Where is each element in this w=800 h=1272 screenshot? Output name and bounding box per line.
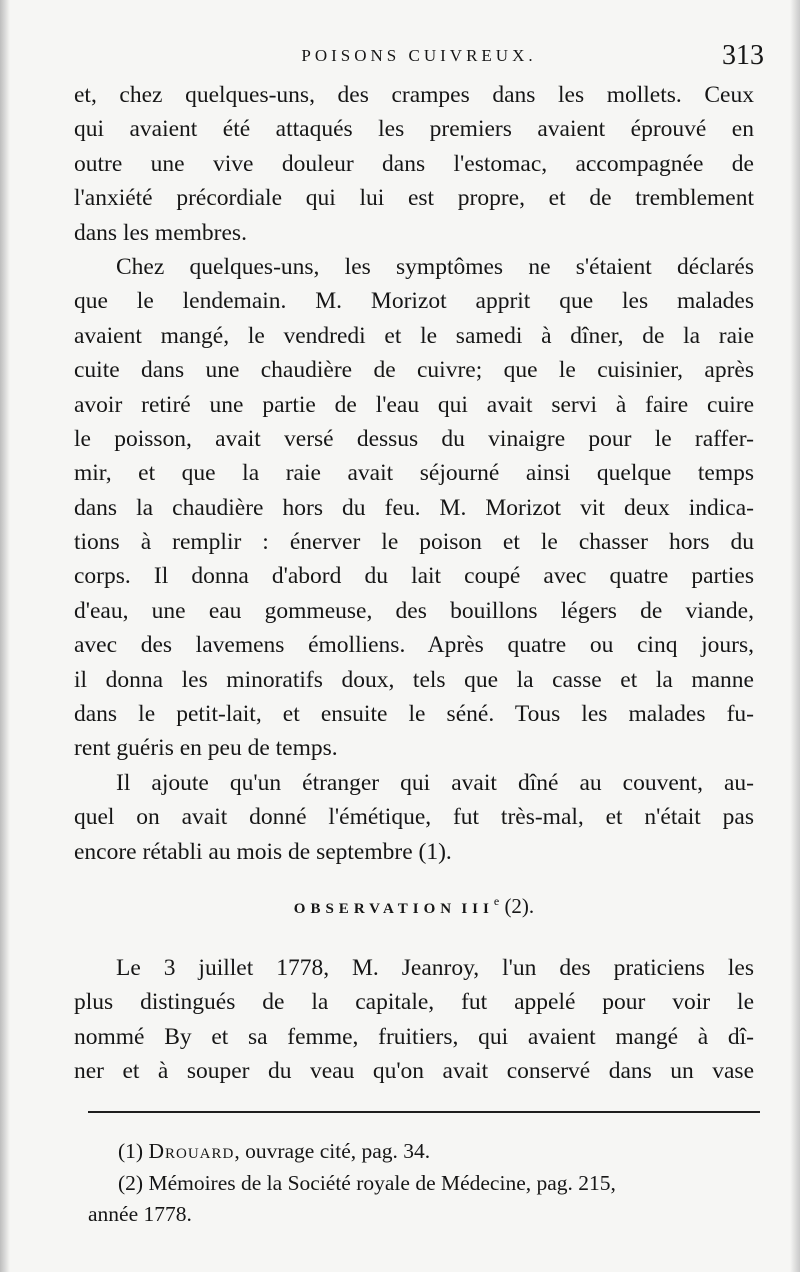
footnote-1 (88, 1136, 760, 1168)
text-line: Il ajoute qu'un étranger qui avait dîné au couvent, au- (116, 769, 754, 796)
text-line: qui avaient été attaqués les premiers avaient éprouvé en (74, 116, 754, 143)
observation-label: OBSERVATION (293, 901, 457, 917)
text-line: cuite dans une chaudière de cuivre; que le cuisinier, après (74, 357, 754, 384)
observation-heading (74, 894, 754, 919)
text-line: il donna les minoratifs doux, tels que la casse et la manne (74, 666, 754, 693)
text-line: quel on avait donné l'émétique, fut très-mal, et n'était pas (74, 804, 754, 831)
footnote-marker: (2) (118, 1170, 144, 1195)
text-line: que le lendemain. M. Morizot apprit que les malades (74, 288, 754, 315)
text-line: nommé By et sa femme, fruitiers, qui avaient mangé à dî- (74, 1023, 754, 1050)
text-line: plus distingués de la capitale, fut appelé pour voir le (74, 989, 754, 1016)
text-line: corps. Il donna d'abord du lait coupé avec quatre parties (74, 563, 754, 590)
running-title: POISONS CUIVREUX. (301, 46, 537, 65)
text-line: outre une vive douleur dans l'estomac, accompagnée de (74, 150, 754, 177)
text-line: l'anxiété précordiale qui lui est propre, et de tremblement (74, 185, 754, 212)
footnotes (88, 1136, 760, 1231)
footnote-author: Drouard (148, 1139, 235, 1163)
page-number: 313 (722, 40, 764, 71)
paragraph-2 (74, 250, 754, 766)
footnote-2 (88, 1168, 760, 1200)
text-line: dans les membres. (74, 219, 247, 246)
text-line: et, chez quelques-uns, des crampes dans les mollets. Ceux (74, 82, 754, 108)
text-line: avec des lavemens émolliens. Après quatre ou cinq jours, (74, 632, 754, 659)
observation-number: III (461, 901, 494, 917)
text-line: d'eau, une eau gommeuse, des bouillons légers de viande, (74, 597, 754, 624)
text-line: ner et à souper du veau qu'on avait conservé dans un vase (74, 1058, 754, 1085)
text-line: Le 3 juillet 1778, M. Jeanroy, l'un des praticiens les (116, 955, 754, 981)
footnote-text: Mémoires de la Société royale de Médecine, pag. 215, (148, 1170, 616, 1195)
text-line: dans le petit-lait, et ensuite le séné. Tous les malades fu- (74, 701, 754, 728)
text-line: rent guéris en peu de temps. (74, 735, 338, 762)
paragraph-4 (74, 951, 754, 1089)
text-line: Chez quelques-uns, les symptômes ne s'étaient déclarés (116, 253, 754, 280)
paragraph-1 (74, 78, 754, 250)
text-line: mir, et que la raie avait séjourné ainsi quelque temps (74, 460, 754, 487)
text-line: avaient mangé, le vendredi et le samedi à dîner, de la raie (74, 322, 754, 349)
footnote-text: , ouvrage cité, pag. 34. (234, 1139, 431, 1163)
observation-note-ref: (2). (504, 894, 535, 918)
main-text (74, 78, 754, 869)
paragraph-3 (74, 766, 754, 869)
footnote-marker: (1) (118, 1139, 144, 1163)
text-line: dans la chaudière hors du feu. M. Morizot vit deux indica- (74, 494, 754, 521)
text-line: tions à remplir : énerver le poison et le chasser hors du (74, 529, 754, 556)
footnote-2-continuation: année 1778. (88, 1202, 192, 1226)
footnote-rule (88, 1111, 760, 1113)
text-line: encore rétabli au mois de septembre (1). (74, 838, 452, 865)
text-line: le poisson, avait versé dessus du vinaigre pour le raffer- (74, 425, 754, 452)
observation-superscript: e (493, 894, 500, 908)
text-line: avoir retiré une partie de l'eau qui avait servi à faire cuire (74, 391, 754, 418)
